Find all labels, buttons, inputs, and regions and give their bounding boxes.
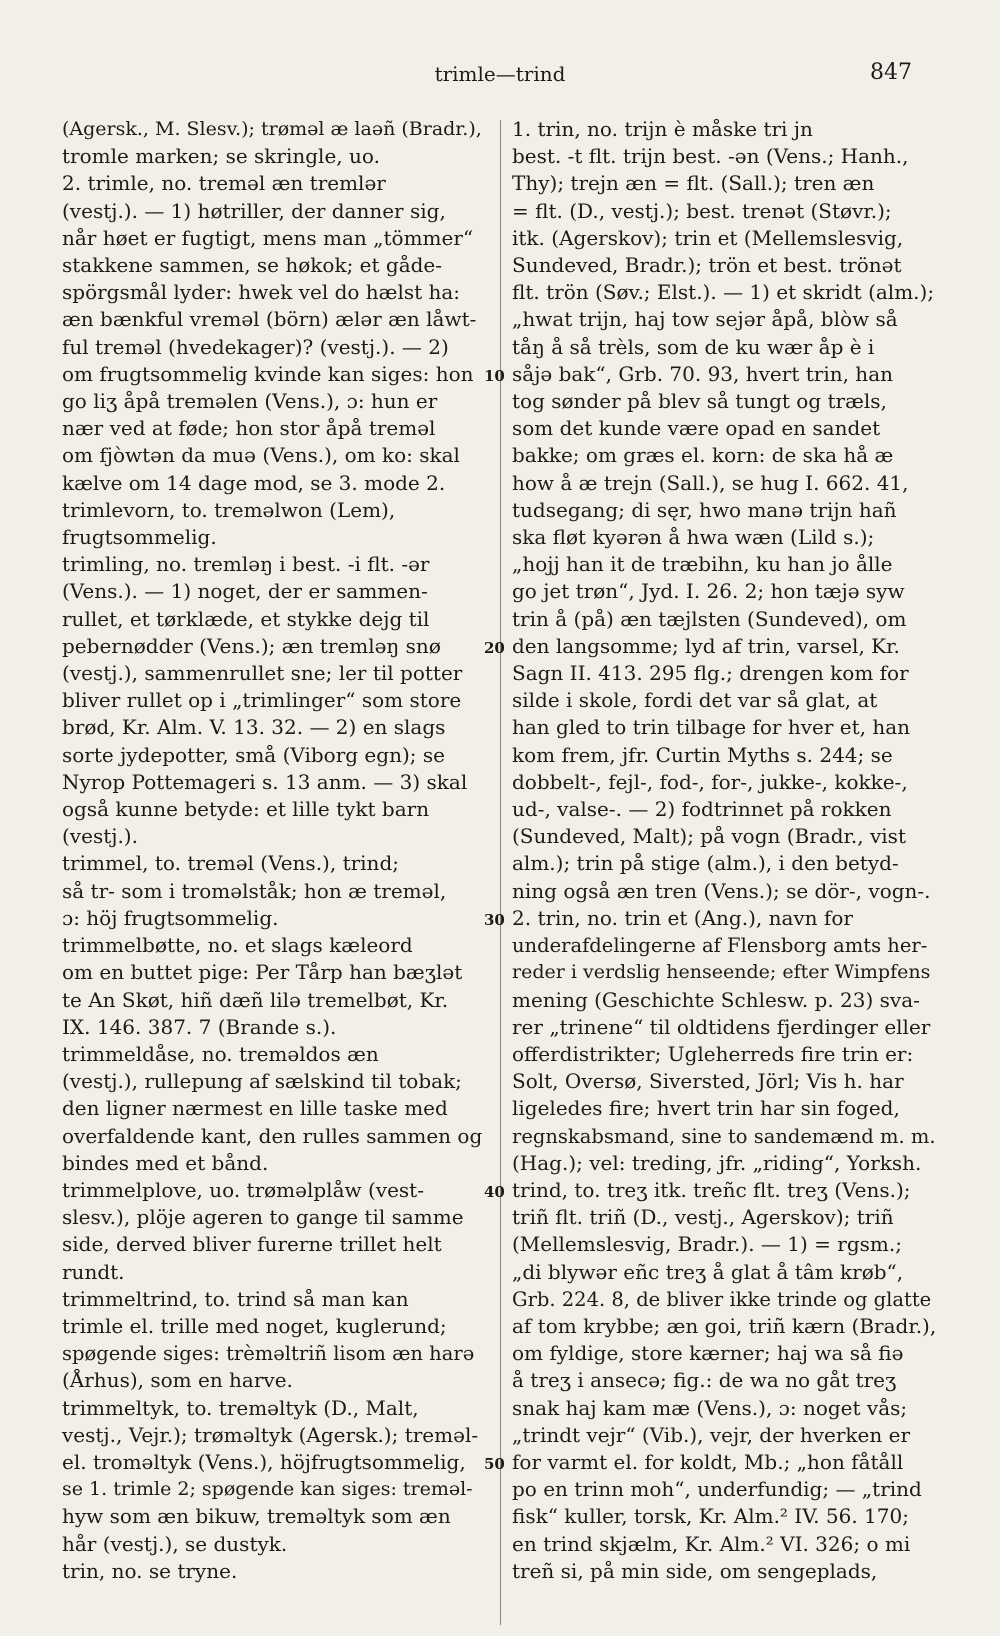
line-number: 10 (484, 366, 505, 385)
text-line: best. -t flt. trijn best. -ən (Vens.; Hanh., (512, 144, 909, 169)
text-line: „di blywər eñc treʒ å glat å tâm krøb“, (512, 1259, 904, 1284)
text-line: go liʒ åpå treməlen (Vens.), ɔ: hun er (62, 389, 438, 414)
text-line: slesv.), plöje ageren to gange til samme (62, 1205, 464, 1230)
text-line: såjə bak“, Grb. 70. 93, hvert trin, han (512, 361, 893, 386)
text-line: = flt. (D., vestj.); best. trenət (Støvr.); (512, 198, 892, 223)
text-line: „hwat trijn, haj tow sejər åpå, blòw så (512, 307, 898, 332)
text-line: 2. trin, no. trin et (Ang.), navn for (512, 905, 853, 930)
text-line: mening (Geschichte Schlesw. p. 23) sva- (512, 987, 920, 1012)
text-line: som det kunde være opad en sandet (512, 416, 881, 441)
text-line: itk. (Agerskov); trin et (Mellemslesvig, (512, 225, 904, 250)
text-line: triñ flt. triñ (D., vestj., Agerskov); triñ (512, 1205, 894, 1230)
text-line: „trindt vejr“ (Vib.), vejr, der hverken er (512, 1422, 911, 1447)
text-line: ud-, valse-. — 2) fodtrinnet på rokken (512, 797, 892, 822)
text-line: kom frem, jfr. Curtin Myths s. 244; se (512, 742, 893, 767)
text-line: vestj., Vejr.); trøməltyk (Agersk.); treməl- (62, 1422, 479, 1447)
text-line: silde i skole, fordi det var så glat, at (512, 688, 878, 713)
text-line: (Århus), som en harve. (62, 1368, 293, 1393)
text-line: trimlevorn, to. treməlwon (Lem), (62, 497, 396, 522)
text-line: om frugtsommelig kvinde kan siges: hon (62, 361, 474, 386)
text-line: regnskabsmand, sine to sandemænd m. m. (512, 1124, 936, 1148)
text-line: overfaldende kant, den rulles sammen og (62, 1123, 483, 1148)
text-line: af tom krybbe; æn goi, triñ kærn (Bradr.), (512, 1313, 937, 1338)
text-line: tog sønder på blev så tungt og træls, (512, 389, 887, 414)
text-line: (vestj.), rullepung af sælskind til tobak; (62, 1069, 462, 1094)
text-line: æn bænkful vreməl (börn) ælər æn låwt- (62, 307, 477, 332)
line-number: 20 (484, 638, 505, 657)
text-line: trimmelplove, uo. trøməlplåw (vest- (62, 1177, 424, 1202)
text-line: spøgende siges: trèməltriñ lisom æn harə (62, 1342, 475, 1366)
text-line: stakkene sammen, se høkok; et gåde- (62, 253, 443, 278)
page-number: 847 (870, 60, 912, 85)
text-line: Solt, Oversø, Siversted, Jörl; Vis h. har (512, 1069, 904, 1094)
text-line: Sagn II. 413. 295 flg.; drengen kom for (512, 661, 909, 686)
text-line: tudsegang; di sęr, hwo manə trijn hañ (512, 497, 897, 522)
text-line: bakke; om græs el. korn: de ska hå æ (512, 443, 894, 468)
text-line: ligeledes fire; hvert trin har sin foged, (512, 1096, 900, 1121)
line-number: 40 (484, 1182, 505, 1201)
text-line: 2. trimle, no. treməl æn tremlər (62, 171, 386, 196)
text-line: (Vens.). — 1) noget, der er sammen- (62, 579, 428, 604)
text-line: den langsomme; lyd af trin, varsel, Kr. (512, 633, 900, 658)
text-line: han gled to trin tilbage for hver et, han (512, 715, 911, 740)
text-line: pebernødder (Vens.); æn tremləŋ snø (62, 633, 441, 658)
text-line: 1. trin, no. trijn è måske tri jn (512, 117, 813, 141)
text-line: om fjòwtən da muə (Vens.), om ko: skal (62, 443, 460, 468)
text-line: om en buttet pige: Per Tårp han bæʒlət (62, 960, 463, 985)
text-line: ɔ: höj frugtsommelig. (62, 905, 279, 930)
text-line: trimmel, to. treməl (Vens.), trind; (62, 851, 399, 876)
text-line: om fyldige, store kærner; haj wa så fiə (512, 1341, 904, 1366)
text-line: (vestj.), sammenrullet sne; ler til potter (62, 661, 463, 686)
text-line: how å æ trejn (Sall.), se hug I. 662. 41, (512, 470, 909, 495)
text-line: trind, to. treʒ itk. treñc flt. treʒ (Vens.); (512, 1177, 911, 1202)
text-line: trin, no. se tryne. (62, 1558, 238, 1583)
text-line: trimmeldåse, no. treməldos æn (62, 1041, 379, 1066)
text-line: se 1. trimle 2; spøgende kan siges: treməl- (62, 1478, 473, 1501)
text-line: bindes med et bånd. (62, 1150, 269, 1175)
text-line: å treʒ i ansecə; fig.: de wa no gåt treʒ (512, 1368, 897, 1393)
column-divider (500, 120, 501, 1625)
text-line: „hojj han it de træbihn, ku han jo ålle (512, 552, 893, 577)
text-line: side, derved bliver furerne trillet helt (62, 1232, 442, 1257)
text-line: po en trinn moh“, underfundig; — „trind (512, 1477, 922, 1502)
text-line: IX. 146. 387. 7 (Brande s.). (62, 1014, 337, 1039)
text-line: sorte jydepotter, små (Viborg egn); se (62, 742, 445, 767)
text-line: underafdelingerne af Flensborg amts her- (512, 934, 928, 958)
text-line: frugtsommelig. (62, 525, 217, 550)
text-line: (Hag.); vel: treding, jfr. „riding“, Yorksh. (512, 1150, 922, 1175)
text-line: tromle marken; se skringle, uo. (62, 144, 380, 169)
text-line: ska fløt kyərən å hwa wæn (Lild s.); (512, 525, 875, 550)
text-line: når høet er fugtigt, mens man „tömmer“ (62, 225, 474, 250)
text-line: den ligner nærmest en lille taske med (62, 1096, 448, 1121)
text-line: nær ved at føde; hon stor åpå treməl (62, 416, 436, 441)
text-line: Grb. 224. 8, de bliver ikke trinde og glatte (512, 1287, 932, 1311)
text-line: (Sundeved, Malt); på vogn (Bradr., vist (512, 824, 906, 849)
text-line: for varmt el. for koldt, Mb.; „hon fåtåll (512, 1449, 904, 1474)
text-line: hår (vestj.), se dustyk. (62, 1531, 288, 1556)
text-line: ning også æn tren (Vens.); se dör-, vogn-. (512, 878, 931, 903)
text-line: brød, Kr. Alm. V. 13. 32. — 2) en slags (62, 715, 446, 740)
text-line: spörgsmål lyder: hwek vel do hælst ha: (62, 280, 461, 305)
text-line: (vestj.). (62, 824, 138, 849)
text-line: alm.); trin på stige (alm.), i den betyd- (512, 851, 899, 876)
text-line: (Agersk., M. Slesv.); trøməl æ laəñ (Bradr.), (62, 118, 482, 140)
line-number: 30 (484, 910, 505, 929)
text-line: kælve om 14 dage mod, se 3. mode 2. (62, 470, 446, 495)
text-line: trimling, no. tremləŋ i best. -i flt. -ər (62, 552, 430, 577)
right-column (512, 116, 937, 1585)
text-line: også kunne betyde: et lille tykt barn (62, 797, 430, 822)
text-line: ful treməl (hvedekager)? (vestj.). — 2) (62, 334, 449, 359)
text-line: bliver rullet op i „trimlinger“ som store (62, 688, 462, 713)
text-line: trimmeltrind, to. trind så man kan (62, 1286, 409, 1311)
text-line: (Mellemslesvig, Bradr.). — 1) = rgsm.; (512, 1232, 902, 1257)
text-line: el. troməltyk (Vens.), höjfrugtsommelig, (62, 1449, 466, 1474)
text-line: tåŋ å så trèls, som de ku wær åp è i (512, 334, 875, 359)
text-line: trimmeltyk, to. treməltyk (D., Malt, (62, 1395, 419, 1420)
text-line: hyw som æn bikuw, treməltyk som æn (62, 1504, 451, 1529)
text-line: snak haj kam mæ (Vens.), ɔ: noget vås; (512, 1395, 908, 1420)
text-line: go jet trøn“, Jyd. I. 26. 2; hon tæjə syw (512, 579, 905, 604)
text-line: (vestj.). — 1) høtriller, der danner sig, (62, 198, 446, 223)
text-line: offerdistrikter; Ugleherreds fire trin er: (512, 1041, 914, 1066)
text-line: fisk“ kuller, torsk, Kr. Alm.² IV. 56. 170; (512, 1504, 909, 1529)
text-line: rullet, et tørklæde, et stykke dejg til (62, 606, 430, 631)
text-line: te An Skøt, hiñ dæñ lilə tremelbøt, Kr. (62, 987, 449, 1012)
text-line: Nyrop Pottemageri s. 13 anm. — 3) skal (62, 769, 468, 794)
line-number: 50 (484, 1454, 505, 1473)
text-line: treñ si, på min side, om sengeplads, (512, 1558, 878, 1583)
text-line: dobbelt-, fejl-, fod-, for-, jukke-, kokke-, (512, 769, 908, 794)
text-line: så tr- som i troməlståk; hon æ treməl, (62, 878, 447, 903)
text-line: reder i verdslig henseende; efter Wimpfens (512, 961, 931, 984)
text-line: Sundeved, Bradr.); trön et best. trönət (512, 253, 902, 278)
text-line: trin å (på) æn tæjlsten (Sundeved), om (512, 606, 907, 631)
left-column (62, 116, 482, 1585)
text-line: flt. trön (Søv.; Elst.). — 1) et skridt (alm.); (512, 280, 935, 305)
text-line: en trind skjælm, Kr. Alm.² VI. 326; o mi (512, 1531, 911, 1556)
text-line: rer „trinene“ til oldtidens fjerdinger eller (512, 1014, 931, 1039)
text-line: rundt. (62, 1259, 125, 1284)
running-head: trimle—trind (434, 62, 566, 86)
text-line: Thy); trejn æn = flt. (Sall.); tren æn (512, 171, 875, 196)
text-line: trimle el. trille med noget, kuglerund; (62, 1313, 447, 1338)
text-line: trimmelbøtte, no. et slags kæleord (62, 933, 413, 958)
